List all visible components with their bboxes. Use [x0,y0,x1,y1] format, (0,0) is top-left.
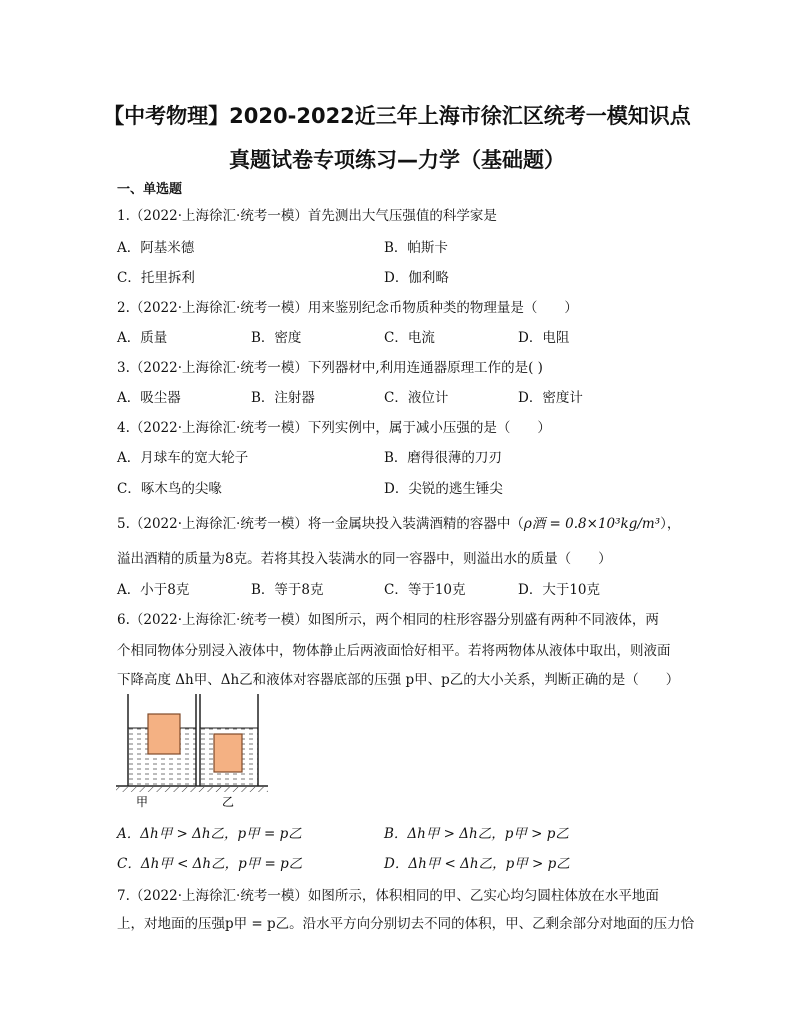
q3-option-a: A．吸尘器 [117,390,181,406]
q4-option-b: B．磨得很薄的刀刃 [384,450,502,466]
q4-option-c: C．啄木鸟的尖喙 [117,481,222,497]
q5-stem-post: ）， [660,516,681,532]
object-block-left [148,714,180,754]
q3-option-d: D．密度计 [518,390,583,406]
question-3-stem: 3.（2022·上海徐汇·统考一模）下列器材中,利用连通器原理工作的是( ) [117,360,543,376]
document-title-line1: 【中考物理】2020-2022近三年上海市徐汇区统考一模知识点 [103,104,691,128]
q5-density-formula: ρ酒 = 0.8×10³kg/m³ [523,516,661,532]
q6-option-d: D．Δh甲 < Δh乙，p甲 > p乙 [384,856,570,872]
question-6-line2: 个相同物体分别浸入液体中，物体静止后两液面恰好相平。若将两物体从液体中取出，则液面 [117,643,671,659]
q5-option-b: B．等于8克 [251,582,324,598]
object-block-right [214,734,242,772]
q6-option-b: B．Δh甲 > Δh乙，p甲 > p乙 [384,826,569,842]
q1-option-a: A．阿基米德 [117,240,195,256]
question-7-line1: 7.（2022·上海徐汇·统考一模）如图所示，体积相同的甲、乙实心均匀圆柱体放在水平地面 [117,888,659,904]
q2-option-d: D．电阻 [518,330,570,346]
q3-option-c: C．液位计 [384,390,449,406]
question-1-stem: 1.（2022·上海徐汇·统考一模）首先测出大气压强值的科学家是 [117,208,497,224]
section-heading: 一、单选题 [117,182,183,197]
q2-option-c: C．电流 [384,330,435,346]
q4-option-d: D．尖锐的逃生锤尖 [384,481,503,497]
q1-option-b: B．帕斯卡 [384,240,448,256]
question-4-stem: 4.（2022·上海徐汇·统考一模）下列实例中，属于减小压强的是（ ） [117,420,551,436]
q2-option-a: A．质量 [117,330,168,346]
q1-option-c: C．托里拆利 [117,270,195,286]
q1-option-d: D．伽利略 [384,270,449,286]
q2-option-b: B．密度 [251,330,302,346]
q6-option-c: C．Δh甲 < Δh乙，p甲 = p乙 [117,856,303,872]
question-6-line1: 6.（2022·上海徐汇·统考一模）如图所示，两个相同的柱形容器分别盛有两种不同液体，两 [117,612,659,628]
q5-option-d: D．大于10克 [518,582,601,598]
q3-option-b: B．注射器 [251,390,315,406]
question-7-line2: 上，对地面的压强p甲 = p乙。沿水平方向分别切去不同的体积，甲、乙剩余部分对地面的压力恰 [117,916,695,932]
question-6-line3: 下降高度 Δh甲、Δh乙和液体对容器底部的压强 p甲、p乙的大小关系，判断正确的是（ ） [117,672,680,688]
q4-option-a: A．月球车的宽大轮子 [117,450,249,466]
two-containers-figure [112,692,272,810]
container-diagram [112,692,272,814]
q5-option-a: A．小于8克 [117,582,190,598]
q6-option-a: A．Δh甲 > Δh乙，p甲 = p乙 [117,826,302,842]
label-yi: 乙 [222,795,235,809]
question-5-line2: 溢出酒精的质量为8克。若将其投入装满水的同一容器中，则溢出水的质量（ ） [117,551,612,567]
document-title-line2: 真题试卷专项练习—力学（基础题） [229,148,565,172]
question-5-stem [117,512,680,532]
ground-hatching [116,787,268,792]
question-2-stem: 2.（2022·上海徐汇·统考一模）用来鉴别纪念币物质种类的物理量是（ ） [117,300,578,316]
label-jia: 甲 [136,795,149,809]
q5-option-c: C．等于10克 [384,582,466,598]
q5-stem-pre: 5.（2022·上海徐汇·统考一模）将一金属块投入装满酒精的容器中（ [117,516,524,532]
